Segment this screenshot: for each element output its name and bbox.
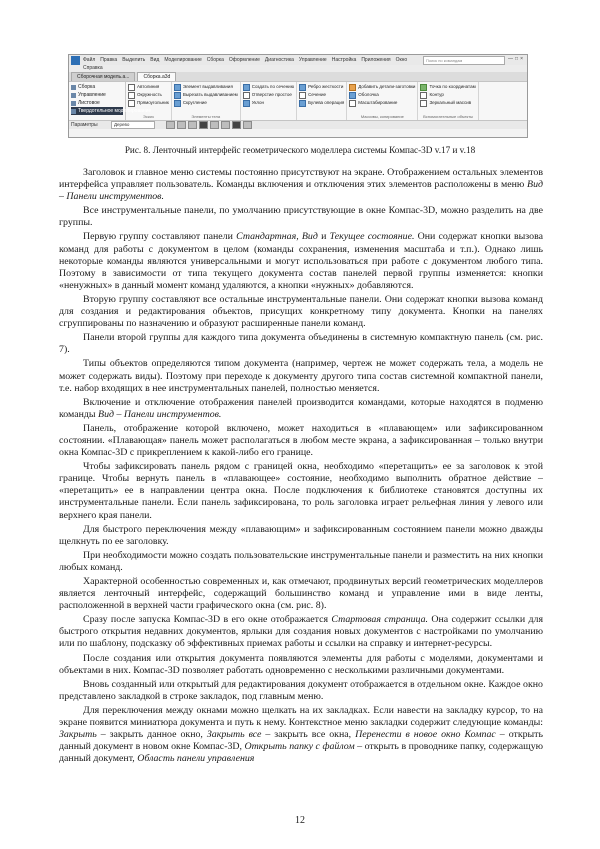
mirror-icon — [420, 100, 427, 107]
pan-icon[interactable] — [177, 121, 186, 129]
autoline-button[interactable]: Автолиния — [128, 83, 169, 91]
paragraph: Панели второй группы для каждого типа документа объединены в системную компактную панель (см. рис. 7). — [59, 332, 543, 356]
menu-file[interactable]: Файл — [83, 57, 96, 63]
rotate-icon[interactable] — [188, 121, 197, 129]
menu-assembly[interactable]: Сборка — [206, 57, 224, 63]
menu-edit[interactable]: Правка — [100, 57, 118, 63]
paragraph: Включение и отключение отображения панелей производится командами, которые находятся в подменю команды Вид – Панели инструментов. — [59, 396, 543, 420]
window-controls[interactable]: —□× — [508, 56, 525, 62]
tab-assembly[interactable]: Сборка.a3d — [137, 72, 176, 81]
ribbon-panel — [69, 81, 527, 121]
extrude-icon — [174, 84, 181, 91]
menu-window[interactable]: Окно — [395, 57, 408, 63]
zoom-icon[interactable] — [166, 121, 175, 129]
filter-icon[interactable] — [232, 121, 241, 129]
paragraph: Сразу после запуска Компас-3D в его окне отображается Стартовая страница. Она содержит ссылки для быстрого открытия недавних документов, ярлыки для создания новых документов с настройками по умолчанию или по шаблону, подсказку об эффективных приемах работы и ссылки на справку и интернет-ресурсы. — [59, 614, 543, 650]
paragraph: Панель, отображение которой включено, может находиться в «плавающем» или зафиксированном состоянии. «Плавающая» панель может располагаться в любом месте экрана, а зафиксированная – только внутри окна Компас-3D с прикреплением к какой-либо его границе. — [59, 422, 543, 459]
mode-assembly[interactable]: Сборка — [71, 83, 123, 91]
add-parts-button[interactable]: Добавить детали-заготовки — [349, 83, 415, 91]
paragraph: Для переключения между окнами можно щелкать на их закладках. Если навести на закладку курсор, то на экране появится миниатюра документа и путь к нему. Контекстное меню закладки содержит следующие команды: Закрыть – закрыть данное окно, Закрыть все – закрыть все окна, Перенести в новое окно Компас – открыть данный документ в новом окне Компас-3D, Открыть папку с файлом – открыть в проводнике папку, содержащую данный документ, Область панели управления — [59, 704, 544, 765]
paragraph: Все инструментальные панели, по умолчанию присутствующие в окне Компас-3D, можно разделить на две группы. — [59, 205, 543, 229]
contour-icon — [420, 92, 427, 99]
fillet-icon — [174, 100, 181, 107]
section-button[interactable]: Сечение — [299, 91, 344, 99]
mode-sheet[interactable]: Листовое — [71, 99, 123, 107]
solid-icon — [71, 109, 76, 114]
assembly-icon — [71, 85, 76, 90]
contour-button[interactable]: Контур — [420, 91, 475, 99]
group-sketch — [126, 82, 172, 120]
paragraph: Для быстрого переключения между «плавающим» и зафиксированным состоянием панели можно дважды щелкнуть по ее заголовку. — [59, 523, 543, 547]
menu-select[interactable]: Выделить — [122, 57, 146, 63]
menu-design[interactable]: Оформление — [228, 57, 260, 63]
scale-icon — [349, 100, 356, 107]
section-icon — [299, 92, 306, 99]
paragraph: При необходимости можно создать пользовательские инструментальные панели и разместить на них кнопки любых команд. — [59, 549, 543, 573]
extrude-button[interactable]: Элемент выдавливания — [174, 83, 238, 91]
boolean-button[interactable]: Булева операция — [299, 99, 344, 107]
paragraph: Характерной особенностью современных и, как отмечают, продвинутых версий геометрических моделлеров является ленточный интерфейс, содержащий большинство команд и управление ими в виде ленты, расположенной в верхней части графического окна (см. рис. 8). — [59, 576, 543, 612]
group-arrays — [347, 82, 418, 120]
view-toolbar — [69, 121, 527, 129]
paragraph: Вновь созданный или открытый для редактирования документ отображается в отдельном окне. Каждое окно представлено закладкой в строке закладок, под главным меню. — [59, 678, 543, 702]
rib-button[interactable]: Ребро жесткости — [299, 83, 344, 91]
menu-manage[interactable]: Управление — [298, 57, 327, 63]
fillet-button[interactable]: Скругление — [174, 99, 238, 107]
section-view-icon[interactable] — [221, 121, 230, 129]
draft-icon — [243, 100, 250, 107]
loft-button[interactable]: Создать по сечению — [243, 83, 294, 91]
paragraph: После создания или открытия документа появляются элементы для работы с моделями, документами и объектами в них. Компас-3D позволяет работать одновременно с несколькими различными документами. — [59, 652, 543, 676]
orientation-icon[interactable] — [199, 121, 208, 129]
group-label-body: Элементы тела — [191, 114, 221, 119]
menu-help[interactable]: Справка — [69, 65, 527, 72]
tree-selector[interactable]: Дерево — [111, 121, 155, 129]
ribbon-groups — [126, 82, 527, 120]
rectangle-icon — [128, 100, 135, 107]
cut-extrude-icon — [174, 92, 181, 99]
manage-icon — [71, 93, 76, 98]
shell-icon — [349, 92, 356, 99]
circle-button[interactable]: Окружность — [128, 91, 169, 99]
group-loft — [241, 82, 297, 120]
group-label-sketch: Эскиз — [143, 114, 154, 119]
page-number: 12 — [295, 815, 305, 826]
command-search-input[interactable]: Поиск по командам — [423, 56, 505, 65]
circle-icon — [128, 92, 135, 99]
app-logo-icon — [71, 56, 80, 65]
paragraph: Вторую группу составляют все остальные инструментальные панели. Они содержат кнопки вызова команд для создания и редактирования объектов, присущих конкретному типу документа. Кнопки на панелях сгруппированы по назначению и образуют расширенные панели команд. — [59, 293, 543, 330]
menu-settings[interactable]: Настройка — [331, 57, 357, 63]
paragraph: Чтобы зафиксировать панель рядом с границей окна, необходимо «перетащить» ее за заголовок к этой границе. Чтобы вернуть панель в «плавающее» состояние, необходимо выполнить обратное действие – «перетащить» ее в направлении центра окна. После подключения к библиотеке становятся доступны их инструментальные панели. Если панель зафиксирована, то роль заголовка играет рельефная линия у левого или верхнего края панели. — [59, 461, 543, 521]
autoline-icon — [128, 84, 135, 91]
document-tabs — [69, 72, 527, 81]
group-body-elements — [172, 82, 241, 120]
rib-icon — [299, 84, 306, 91]
paragraph: Заголовок и главное меню системы постоянно присутствуют на экране. Отображением остальных элементов интерфейса управляет пользователь. Команды включения и отключения этих элементов расположены в меню Вид – Панели инструментов. — [59, 167, 543, 203]
menu-apps[interactable]: Приложения — [361, 57, 391, 63]
mode-manage[interactable]: Управление — [71, 91, 123, 99]
point-button[interactable]: Точка по координатам — [420, 83, 475, 91]
ribbon-interface-screenshot — [68, 54, 528, 138]
figure-caption: Рис. 8. Ленточный интерфейс геометрического моделлера системы Компас-3D v.17 и v.18 — [124, 145, 476, 155]
group-label-arrays: Массивы, копирование — [360, 114, 404, 119]
boolean-icon — [299, 100, 306, 107]
parameters-label: Параметры — [71, 122, 98, 128]
menu-modeling[interactable]: Моделирование — [164, 57, 202, 63]
rectangle-button[interactable]: Прямоугольник — [128, 99, 169, 107]
group-label-aux: Вспомогательные объекты — [423, 114, 473, 119]
paragraph: Первую группу составляют панели Стандартная, Вид и Текущее состояние. Они содержат кнопки вызова команд для работы с документом в целом (команды сохранения, изменения масштаба и т.п.). Однако лишь некоторые команды являются универсальными и могут использоваться при работе с документом любого типа. Поэтому в зависимости от типа текущего документа состав панелей первой группы изменяется: кнопки «ненужных» в данный момент команд удаляются, а кнопки «нужных» добавляются. — [59, 231, 543, 291]
paragraph: Типы объектов определяются типом документа (например, чертеж не может содержать тела, а модель не может содержать виды). Поэтому при переходе к документу другого типа состав системной компактной панели, т.е. набор входящих в нее инструментальных панелей, полностью меняется. — [59, 358, 543, 394]
tab-assembly-model[interactable]: Сборочная модель.a... — [71, 72, 135, 81]
sheet-icon — [71, 101, 76, 106]
hole-button[interactable]: Отверстие простое — [243, 91, 294, 99]
mode-solid-modeling[interactable]: Твердотельное моделирование — [71, 107, 123, 115]
cut-extrude-button[interactable]: Вырезать выдавливанием — [174, 91, 238, 99]
shell-button[interactable]: Оболочка — [349, 91, 415, 99]
hole-icon — [243, 92, 250, 99]
group-rib — [297, 82, 347, 120]
scale-button[interactable]: Масштабирование — [349, 99, 415, 107]
loft-icon — [243, 84, 250, 91]
add-parts-icon — [349, 84, 356, 91]
body-text — [59, 167, 543, 767]
snap-icon[interactable] — [243, 121, 252, 129]
point-icon — [420, 84, 427, 91]
menu-view[interactable]: Вид — [150, 57, 160, 63]
mirror-array-button[interactable]: Зеркальный массив — [420, 99, 475, 107]
menu-diagnostics[interactable]: Диагностика — [264, 57, 294, 63]
display-mode-icon[interactable] — [210, 121, 219, 129]
group-aux — [418, 82, 478, 120]
draft-button[interactable]: Уклон — [243, 99, 294, 107]
